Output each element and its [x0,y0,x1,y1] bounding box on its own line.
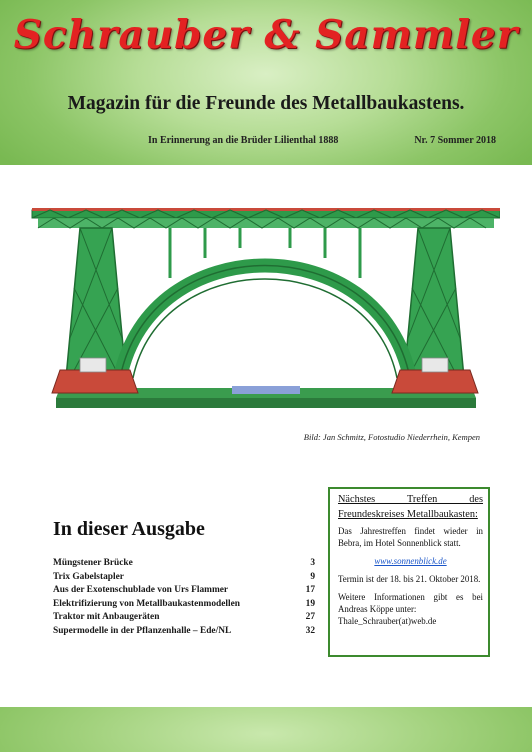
toc-row[interactable] [53,571,315,585]
meeting-notice-box [328,487,490,657]
notice-contact-text: Weitere Informationen gibt es bei Andreas Köppe unter: [338,592,483,614]
notice-venue-text: Das Jahrestreffen findet wieder in Bebra, im Hotel Sonnenblick statt. [338,526,483,548]
toc-row[interactable] [53,611,315,625]
header-banner [0,0,532,165]
hotel-website-link[interactable]: www.sonnenblick.de [374,556,447,566]
toc-heading: In dieser Ausgabe [53,518,205,540]
toc-item-label: Supermodelle in der Pflanzenhalle – Ede/NL [53,625,232,636]
toc-item-page: 27 [305,612,315,623]
cover-photo-bridge [30,188,500,418]
toc-item-page: 32 [305,625,315,636]
memorial-line: In Erinnerung an die Brüder Lilienthal 1888 [148,135,339,146]
toc-item-page: 19 [305,598,315,609]
magazine-tagline: Magazin für die Freunde des Metallbaukastens. [67,93,465,114]
toc-item-page: 17 [305,585,315,596]
magazine-title: Schrauber & Sammler [13,12,519,58]
notice-date-text: Termin ist der 18. bis 21. Oktober 2018. [338,574,481,584]
issue-number: Nr. 7 Sommer 2018 [414,135,496,146]
toc-row[interactable] [53,584,315,598]
toc-item-page: 3 [310,558,315,568]
notice-contact-email: Thale_Schrauber(at)web.de [338,616,437,626]
toc-item-label: Müngstener Brücke [53,558,133,568]
toc-row[interactable] [53,625,315,639]
toc-item-label: Trix Gabelstapler [53,571,124,582]
toc-item-page: 9 [310,571,315,582]
toc-item-label: Elektrifizierung von Metallbaukastenmodellen [53,598,240,609]
photo-credit: Bild: Jan Schmitz, Fotostudio Niederrhein, Kempen [303,432,480,442]
notice-title: Nächstes Treffen des Freundeskreises Metallbaukasten: [338,494,483,520]
toc-row[interactable] [53,557,315,571]
toc-item-label: Aus der Exotenschublade von Urs Flammer [53,585,229,596]
toc-row[interactable] [53,598,315,612]
footer-band [0,707,532,752]
toc-item-label: Traktor mit Anbaugeräten [53,612,160,623]
table-of-contents [53,557,315,639]
